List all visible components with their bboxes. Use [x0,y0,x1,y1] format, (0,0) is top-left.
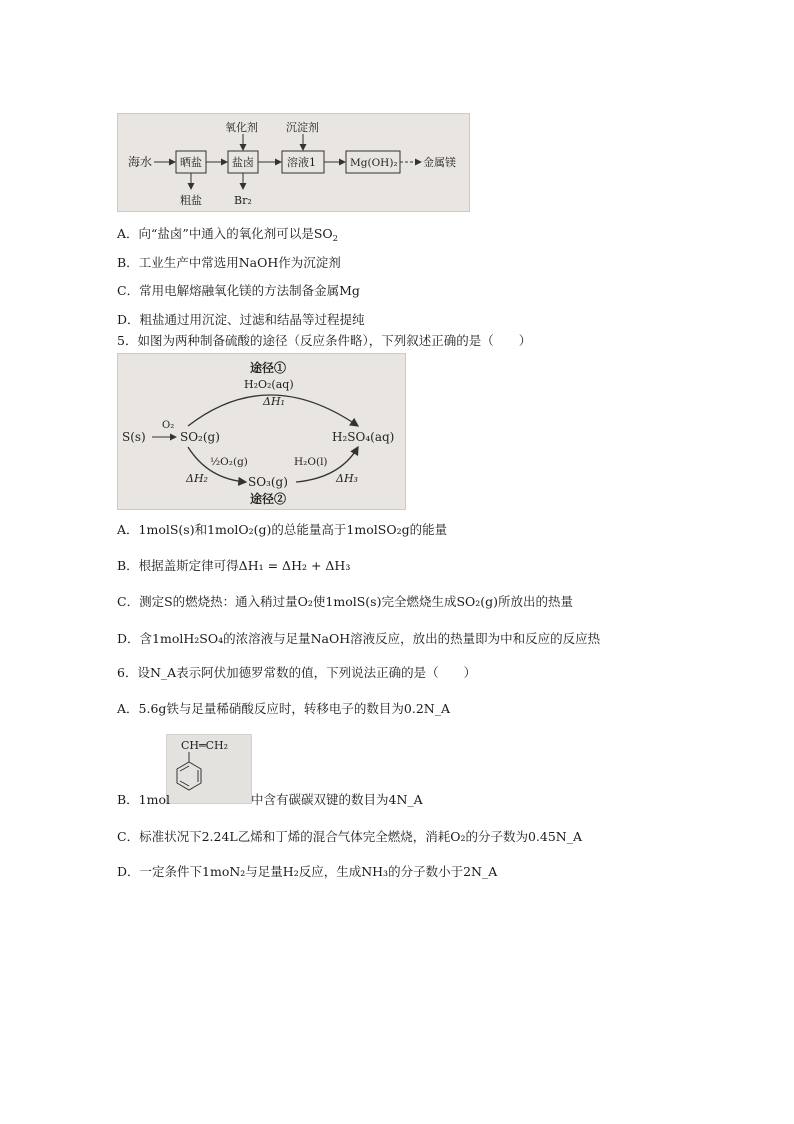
q4-option-c [117,283,360,299]
flow-left-label: 海水 [128,155,153,169]
q6-option-b-suffix: 中含有碳碳双键的数目为4N_A [251,792,423,807]
q5-option-a: A．1molS(s)和1molO₂(g)的总能量高于1molSO₂g的能量 [117,522,448,537]
flow-bottom-1: 粗盐 [180,194,202,207]
q4-option-d-letter: D． [117,312,140,327]
q4-option-d-text: 粗盐通过用沉淀、过滤和结晶等过程提纯 [139,312,365,327]
q4-option-a [117,226,338,242]
styrene-svg [167,735,251,803]
flow-right-label: 金属镁 [423,156,456,169]
q6-option-b-prefix: B．1mol [117,792,171,807]
dh3-label: ΔH₃ [336,472,358,485]
dh2-label: ΔH₂ [186,472,208,485]
flow-box-3-label: 溶液1 [287,156,316,169]
styrene-substituent: CH═CH₂ [181,739,229,752]
q5-option-c: C．测定S的燃烧热：通入稍过量O₂使1molS(s)完全燃烧生成SO₂(g)所放出的热量 [117,594,574,609]
q4-option-a-sub: 2 [332,234,339,244]
mg-flowchart-figure [117,113,470,212]
h2so4-label: H₂SO₄(aq) [332,430,395,444]
q4-option-a-text: 向“盐卤”中通入的氧化剂可以是SO [138,226,333,241]
flow-bottom-2: Br₂ [234,194,252,207]
flow-top-2: 沉淀剂 [286,121,319,134]
q5-stem: 5．如图为两种制备硫酸的途径（反应条件略），下列叙述正确的是（ ） [117,333,532,348]
half-o2-label: ½O₂(g) [210,456,248,468]
q4-option-c-letter: C． [117,283,140,298]
so3-label: SO₃(g) [248,475,288,489]
flow-top-1: 氧化剂 [225,121,258,134]
q6-option-d: D．一定条件下1moN₂与足量H₂反应，生成NH₃的分子数小于2N_A [117,864,498,879]
q6-option-a: A．5.6g铁与足量稀硝酸反应时，转移电子的数目为0.2N_A [117,701,451,716]
sulfuric-acid-paths-figure [117,353,406,510]
q5-option-d: D．含1molH₂SO₄的浓溶液与足量NaOH溶液反应，放出的热量即为中和反应的反应热 [117,631,601,646]
dh1-label: ΔH₁ [263,395,285,408]
q4-option-a-letter: A． [117,226,139,241]
path2-label: 途径② [250,492,287,506]
q6-stem: 6．设N_A表示阿伏加德罗常数的值，下列说法正确的是（ ） [117,665,477,680]
h2o-label: H₂O(l) [294,456,328,468]
o2-label: O₂ [162,420,175,431]
path1-label: 途径① [250,361,287,375]
s-label: S(s) [122,430,146,444]
styrene-structure-image [166,734,252,804]
flow-box-4-label: Mg(OH)₂ [350,157,398,169]
flow-box-2-label: 盐卤 [232,156,254,169]
h2o2-label: H₂O₂(aq) [244,378,294,391]
q4-option-d [117,312,365,328]
q4-option-b-text: 工业生产中常选用NaOH作为沉淀剂 [138,255,341,270]
q6-option-c: C．标准状况下2.24L乙烯和丁烯的混合气体完全燃烧，消耗O₂的分子数为0.45N_A [117,829,583,844]
q4-option-b-letter: B． [117,255,139,270]
sulfuric-acid-paths-svg [118,354,405,509]
flow-box-1-label: 晒盐 [180,156,202,169]
mg-flowchart-svg [118,114,469,211]
q5-option-b: B．根据盖斯定律可得ΔH₁ = ΔH₂ + ΔH₃ [117,558,351,573]
q4-option-b [117,255,341,271]
so2-label: SO₂(g) [180,430,220,444]
q4-option-c-text: 常用电解熔融氧化镁的方法制备金属Mg [139,283,360,298]
